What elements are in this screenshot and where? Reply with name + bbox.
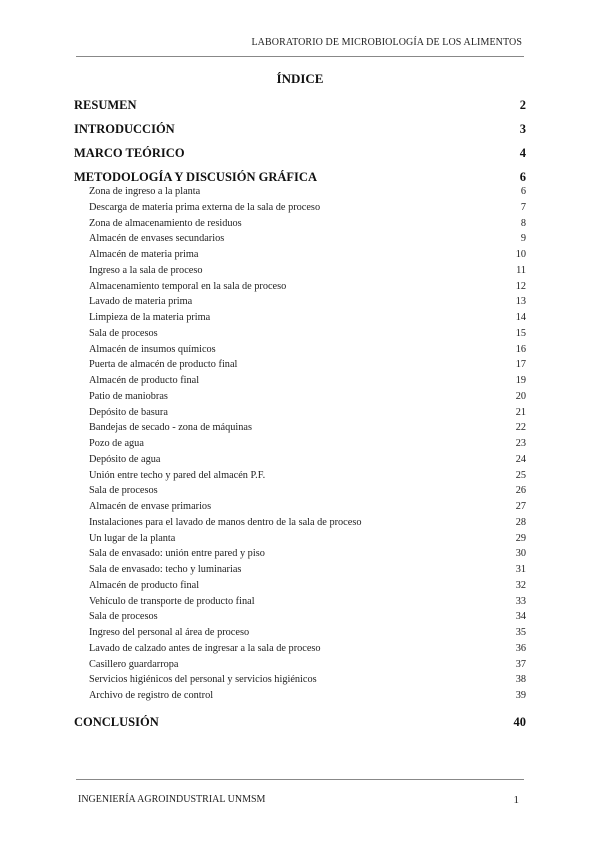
toc-subentry-label: Zona de almacenamiento de residuos (89, 217, 242, 229)
toc-subentry-page: 14 (515, 312, 526, 323)
toc-subentry[interactable] (74, 627, 526, 638)
toc-subentry-label: Vehículo de transporte de producto final (89, 595, 255, 607)
toc-subentry[interactable] (74, 328, 526, 339)
toc-subentry-label: Servicios higiénicos del personal y servicios higiénicos (89, 674, 317, 686)
toc-subentry-page: 25 (515, 469, 526, 481)
toc-entry-introduccion[interactable] (74, 122, 526, 137)
toc-entry-metodologia[interactable] (74, 170, 526, 185)
toc-subentry[interactable] (74, 265, 526, 276)
toc-subentry-label: Sala de envasado: techo y luminarias (89, 564, 242, 575)
toc-subentry-page: 32 (515, 579, 526, 591)
toc-subentry[interactable] (74, 186, 526, 197)
toc-subentry-label: Almacén de producto final (89, 579, 200, 591)
toc-subentry-page: 22 (515, 422, 526, 434)
toc-subentry-page: 20 (515, 390, 526, 402)
toc-entry-page: 6 (519, 170, 526, 184)
header-rule (76, 56, 524, 57)
toc-subentry-label: Limpieza de la materia prima (89, 312, 211, 323)
toc-subentry-page: 34 (515, 611, 526, 623)
toc-subentry-page: 9 (520, 233, 526, 245)
toc-subentry-label: Almacén de producto final (89, 375, 200, 386)
toc-subentry-page: 19 (515, 375, 526, 386)
toc-entry-label: METODOLOGÍA Y DISCUSIÓN GRÁFICA (74, 170, 317, 184)
toc-subentry-label: Pozo de agua (89, 438, 144, 449)
toc-subentry-label: Almacén de envases secundarios (89, 233, 225, 245)
toc-entry-page: 4 (519, 146, 526, 160)
toc-subentry[interactable] (74, 202, 526, 213)
toc-subentry-label: Casillero guardarropa (89, 658, 179, 670)
toc-subentry[interactable] (74, 611, 526, 622)
toc-subentry-page: 8 (520, 217, 526, 229)
toc-subentry[interactable] (74, 359, 526, 370)
toc-subentry[interactable] (74, 690, 526, 701)
toc-subentry[interactable] (74, 218, 526, 229)
toc-subentry[interactable] (74, 391, 526, 402)
toc-subentry-page: 17 (515, 359, 526, 371)
toc-subentry-page: 29 (515, 532, 526, 544)
toc-subentry[interactable] (74, 659, 526, 670)
toc-subentry-label: Puerta de almacén de producto final (89, 359, 238, 371)
toc-subentry-label: Patio de maniobras (89, 390, 168, 402)
footer-rule (76, 779, 524, 780)
toc-subentry-label: Instalaciones para el lavado de manos dentro de la sala de proceso (89, 516, 362, 528)
page-number: 1 (513, 794, 519, 806)
toc-subentry-label: Ingreso a la sala de proceso (89, 264, 203, 276)
toc-subentry[interactable] (74, 501, 526, 512)
toc-entry-label: RESUMEN (74, 98, 137, 112)
toc-subentry[interactable] (74, 548, 526, 559)
toc-subentry-page: 28 (515, 516, 526, 528)
toc-entry-page: 3 (519, 122, 526, 136)
toc-subentry-page: 6 (520, 186, 526, 197)
toc-subentry-page: 12 (515, 280, 526, 292)
toc-subentry[interactable] (74, 580, 526, 591)
toc-subentry-page: 31 (515, 564, 526, 575)
toc-subentry-page: 37 (515, 658, 526, 670)
toc-subentry[interactable] (74, 312, 526, 323)
toc-subentry-page: 33 (515, 595, 526, 607)
toc-subentry[interactable] (74, 643, 526, 654)
toc-subentry-page: 13 (515, 296, 526, 308)
toc-subentry-page: 27 (515, 501, 526, 512)
toc-entry-page: 2 (519, 98, 526, 112)
toc-subentry-page: 21 (515, 406, 526, 418)
toc-subentry-page: 36 (515, 642, 526, 654)
toc-subentry-label: Sala de procesos (89, 485, 158, 497)
toc-subentry-label: Lavado de materia prima (89, 296, 193, 308)
toc-subentry[interactable] (74, 485, 526, 496)
toc-subentry-label: Depósito de agua (89, 453, 161, 465)
toc-subentry-label: Descarga de materia prima externa de la sala de proceso (89, 201, 321, 213)
toc-subentry-page: 24 (515, 453, 526, 465)
toc-subentry-label: Sala de envasado: unión entre pared y piso (89, 548, 265, 560)
toc-entry-marco-teorico[interactable] (74, 146, 526, 161)
toc-subentry[interactable] (74, 674, 526, 685)
toc-entry-label: CONCLUSIÓN (74, 715, 159, 729)
toc-subentry-label: Lavado de calzado antes de ingresar a la sala de proceso (89, 642, 321, 654)
toc-entry-conclusion[interactable] (74, 715, 526, 730)
toc-subentry-label: Almacenamiento temporal en la sala de proceso (89, 280, 287, 292)
toc-subentry-label: Sala de procesos (89, 611, 158, 623)
toc-subentry[interactable] (74, 249, 526, 260)
toc-subentry[interactable] (74, 596, 526, 607)
toc-subentry-page: 11 (516, 264, 526, 276)
toc-entry-label: MARCO TEÓRICO (74, 146, 185, 160)
toc-subentry[interactable] (74, 438, 526, 449)
toc-subentry[interactable] (74, 422, 526, 433)
toc-subentry[interactable] (74, 407, 526, 418)
toc-entry-resumen[interactable] (74, 98, 526, 113)
toc-subentry-label: Almacén de envase primarios (89, 501, 212, 512)
toc-subentry[interactable] (74, 296, 526, 307)
toc-subentry-page: 15 (515, 327, 526, 339)
toc-subentry-label: Un lugar de la planta (89, 532, 176, 544)
toc-subentry[interactable] (74, 233, 526, 244)
toc-entry-label: INTRODUCCIÓN (74, 122, 175, 136)
toc-subentry-label: Unión entre techo y pared del almacén P.F. (89, 469, 266, 481)
toc-subentry-page: 7 (520, 201, 526, 213)
toc-subentry[interactable] (74, 533, 526, 544)
toc-subentry-label: Ingreso del personal al área de proceso (89, 627, 250, 638)
toc-subentry[interactable] (74, 375, 526, 386)
toc-subentry-page: 26 (515, 485, 526, 497)
toc-title: ÍNDICE (276, 71, 324, 86)
toc-subentry-page: 10 (515, 249, 526, 260)
toc-subentry-label: Depósito de basura (89, 406, 168, 418)
toc-entry-page: 40 (513, 715, 526, 729)
toc-subentry[interactable] (74, 517, 526, 528)
page-header: LABORATORIO DE MICROBIOLOGÍA DE LOS ALIMENTOS (251, 37, 522, 48)
page-footer: INGENIERÍA AGROINDUSTRIAL UNMSM (78, 794, 266, 805)
toc-subentry-page: 23 (515, 438, 526, 449)
toc-subentry[interactable] (74, 344, 526, 355)
toc-subentry-label: Zona de ingreso a la planta (89, 186, 201, 197)
toc-subentry-page: 30 (515, 548, 526, 560)
toc-subentry-page: 16 (515, 343, 526, 355)
toc-subentry-page: 35 (515, 627, 526, 638)
toc-subentry-label: Bandejas de secado - zona de máquinas (89, 422, 252, 434)
toc-subentry-page: 38 (515, 674, 526, 686)
toc-subentry[interactable] (74, 470, 526, 481)
toc-subentry[interactable] (74, 281, 526, 292)
toc-subentry-page: 39 (515, 690, 526, 701)
toc-subentry-label: Archivo de registro de control (89, 690, 214, 701)
toc-subentry[interactable] (74, 454, 526, 465)
toc-subentry[interactable] (74, 564, 526, 575)
toc-subentry-label: Almacén de materia prima (89, 249, 199, 260)
toc-subentry-label: Sala de procesos (89, 327, 158, 339)
toc-subentry-label: Almacén de insumos químicos (89, 343, 216, 355)
